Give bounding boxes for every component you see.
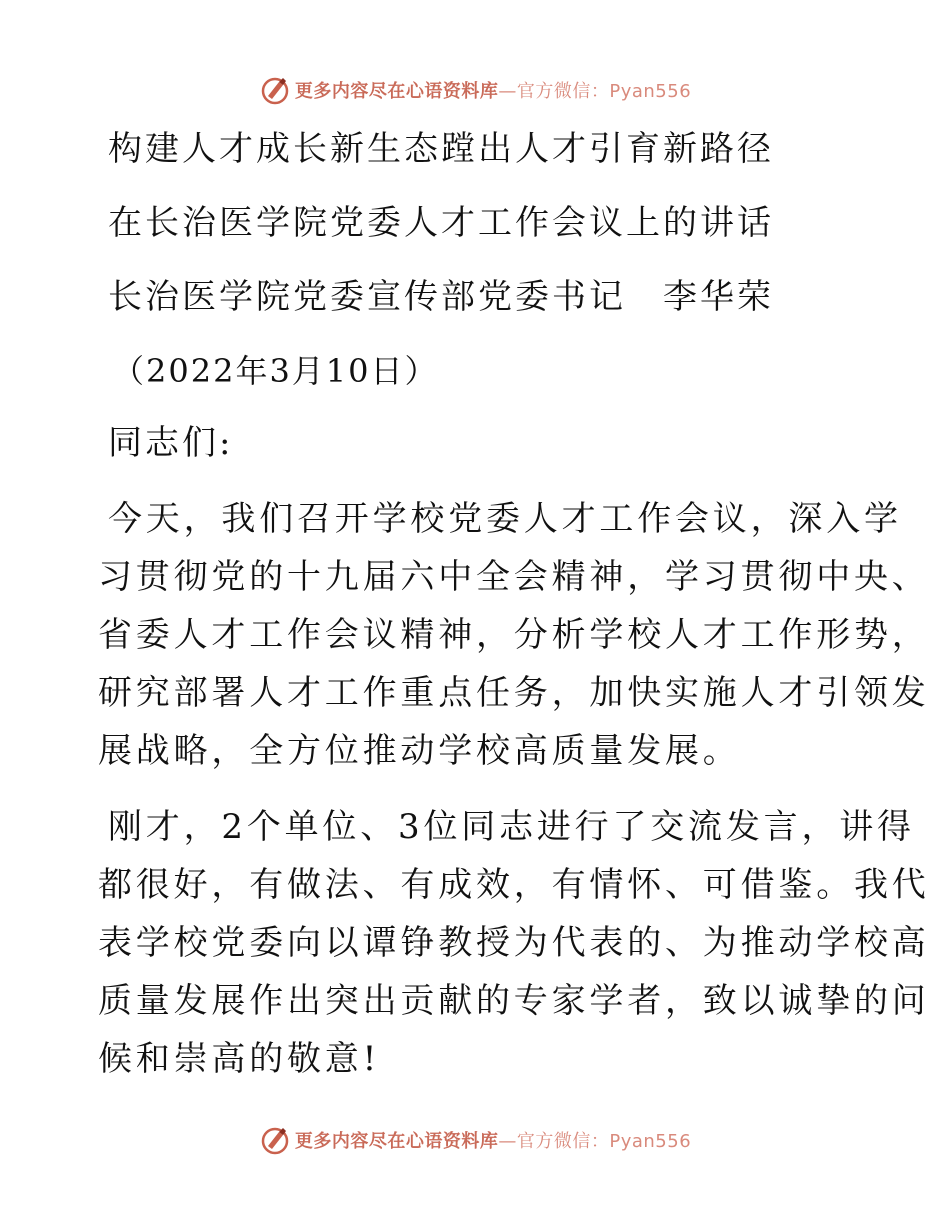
paragraph-line: 展战略，全方位推动学校高质量发展。 (98, 731, 741, 771)
header-watermark (0, 70, 950, 110)
pen-logo-icon (259, 1124, 291, 1156)
paragraph-2 (98, 798, 930, 1088)
paragraph-line: 今天，我们召开学校党委人才工作会议，深入学 (108, 499, 902, 539)
paragraph-line: 候和崇高的敬意! (98, 1039, 381, 1079)
watermark-text: 更多内容尽在心语资料库—官方微信：Pyan556 (294, 1131, 692, 1152)
document-title: 构建人才成长新生态蹚出人才引育新路径 (108, 129, 774, 169)
document-author: 长治医学院党委宣传部党委书记 李华荣 (108, 277, 774, 317)
watermark-text: 更多内容尽在心语资料库—官方微信：Pyan556 (294, 81, 692, 102)
paragraph-line: 刚才，2个单位、3位同志进行了交流发言，讲得 (108, 807, 915, 847)
paragraph-line: 都很好，有做法、有成效，有情怀、可借鉴。我代 (98, 865, 930, 905)
document-subtitle: 在长治医学院党委人才工作会议上的讲话 (108, 203, 774, 243)
footer-watermark (0, 1120, 950, 1160)
paragraph-line: 省委人才工作会议精神，分析学校人才工作形势， (98, 615, 930, 655)
greeting: 同志们: (108, 423, 234, 463)
pen-logo-icon (259, 74, 291, 106)
paragraph-line: 质量发展作出突出贡献的专家学者，致以诚挚的问 (98, 981, 930, 1021)
paragraph-line: 表学校党委向以谭铮教授为代表的、为推动学校高 (98, 923, 930, 963)
document-body (98, 120, 930, 1106)
paragraph-1 (98, 490, 930, 780)
paragraph-line: 习贯彻党的十九届六中全会精神，学习贯彻中央、 (98, 557, 930, 597)
paragraph-line: 研究部署人才工作重点任务，加快实施人才引领发 (98, 673, 930, 713)
document-date: （2022年3月10日） (112, 352, 439, 390)
